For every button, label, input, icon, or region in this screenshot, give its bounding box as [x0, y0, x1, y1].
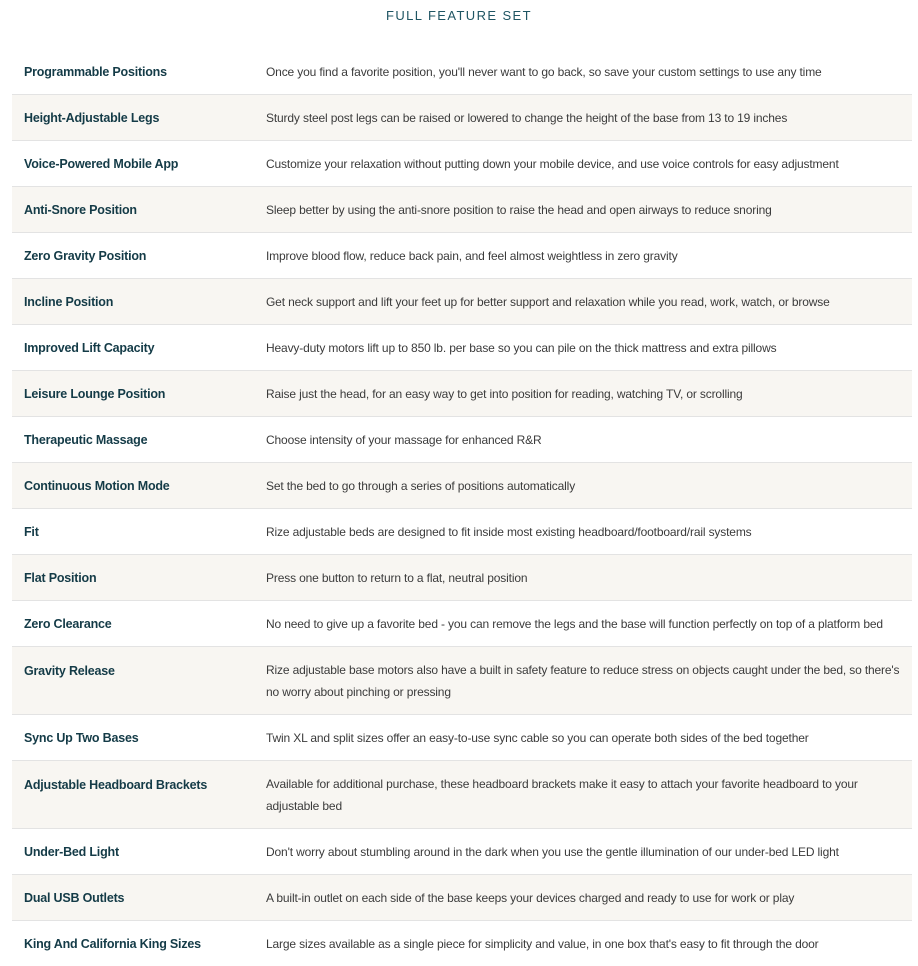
feature-name: Improved Lift Capacity: [12, 325, 254, 371]
feature-description: Large sizes available as a single piece for simplicity and value, in one box that's easy to fit through the door: [254, 921, 912, 966]
feature-description: A built-in outlet on each side of the base keeps your devices charged and ready to use for work or play: [254, 875, 912, 921]
feature-row: [12, 325, 912, 371]
feature-description: Twin XL and split sizes offer an easy-to-use sync cable so you can operate both sides of the bed together: [254, 715, 912, 761]
feature-row: [12, 95, 912, 141]
feature-name: Height-Adjustable Legs: [12, 95, 254, 141]
feature-description: No need to give up a favorite bed - you can remove the legs and the base will function perfectly on top of a platform bed: [254, 601, 912, 647]
feature-name: Anti-Snore Position: [12, 187, 254, 233]
feature-description: Sturdy steel post legs can be raised or lowered to change the height of the base from 13 to 19 inches: [254, 95, 912, 141]
feature-row: [12, 647, 912, 715]
feature-name: Voice-Powered Mobile App: [12, 141, 254, 187]
feature-row: [12, 509, 912, 555]
feature-row: [12, 463, 912, 509]
feature-description: Heavy-duty motors lift up to 850 lb. per base so you can pile on the thick mattress and extra pillows: [254, 325, 912, 371]
feature-name: Incline Position: [12, 279, 254, 325]
feature-name: Under-Bed Light: [12, 829, 254, 875]
feature-description: Raise just the head, for an easy way to get into position for reading, watching TV, or scrolling: [254, 371, 912, 417]
feature-description: Available for additional purchase, these headboard brackets make it easy to attach your favorite headboard to your adjustable bed: [254, 761, 912, 829]
feature-description: Rize adjustable beds are designed to fit inside most existing headboard/footboard/rail systems: [254, 509, 912, 555]
feature-description: Don't worry about stumbling around in the dark when you use the gentle illumination of our under-bed LED light: [254, 829, 912, 875]
feature-description: Sleep better by using the anti-snore position to raise the head and open airways to reduce snoring: [254, 187, 912, 233]
feature-row: [12, 555, 912, 601]
feature-name: Adjustable Headboard Brackets: [12, 761, 254, 829]
feature-row: [12, 715, 912, 761]
feature-name: Leisure Lounge Position: [12, 371, 254, 417]
feature-row: [12, 829, 912, 875]
feature-row: [12, 601, 912, 647]
feature-description: Choose intensity of your massage for enhanced R&R: [254, 417, 912, 463]
feature-table: [12, 49, 912, 966]
section-title: FULL FEATURE SET: [0, 8, 918, 24]
feature-row: [12, 233, 912, 279]
feature-row: [12, 141, 912, 187]
feature-description: Improve blood flow, reduce back pain, and feel almost weightless in zero gravity: [254, 233, 912, 279]
feature-row: [12, 417, 912, 463]
feature-row: [12, 371, 912, 417]
feature-name: Sync Up Two Bases: [12, 715, 254, 761]
feature-name: Fit: [12, 509, 254, 555]
feature-name: King And California King Sizes: [12, 921, 254, 966]
feature-name: Gravity Release: [12, 647, 254, 715]
feature-description: Press one button to return to a flat, neutral position: [254, 555, 912, 601]
feature-description: Once you find a favorite position, you'll never want to go back, so save your custom settings to use any time: [254, 49, 912, 95]
feature-row: [12, 761, 912, 829]
feature-description: Customize your relaxation without putting down your mobile device, and use voice controls for easy adjustment: [254, 141, 912, 187]
feature-row: [12, 921, 912, 966]
feature-name: Zero Gravity Position: [12, 233, 254, 279]
feature-row: [12, 187, 912, 233]
feature-name: Continuous Motion Mode: [12, 463, 254, 509]
feature-name: Dual USB Outlets: [12, 875, 254, 921]
feature-name: Programmable Positions: [12, 49, 254, 95]
feature-row: [12, 49, 912, 95]
feature-row: [12, 279, 912, 325]
feature-name: Zero Clearance: [12, 601, 254, 647]
feature-description: Get neck support and lift your feet up for better support and relaxation while you read, work, watch, or browse: [254, 279, 912, 325]
feature-description: Rize adjustable base motors also have a built in safety feature to reduce stress on objects caught under the bed, so there's no worry about pinching or pressing: [254, 647, 912, 715]
feature-description: Set the bed to go through a series of positions automatically: [254, 463, 912, 509]
feature-row: [12, 875, 912, 921]
feature-name: Flat Position: [12, 555, 254, 601]
feature-name: Therapeutic Massage: [12, 417, 254, 463]
